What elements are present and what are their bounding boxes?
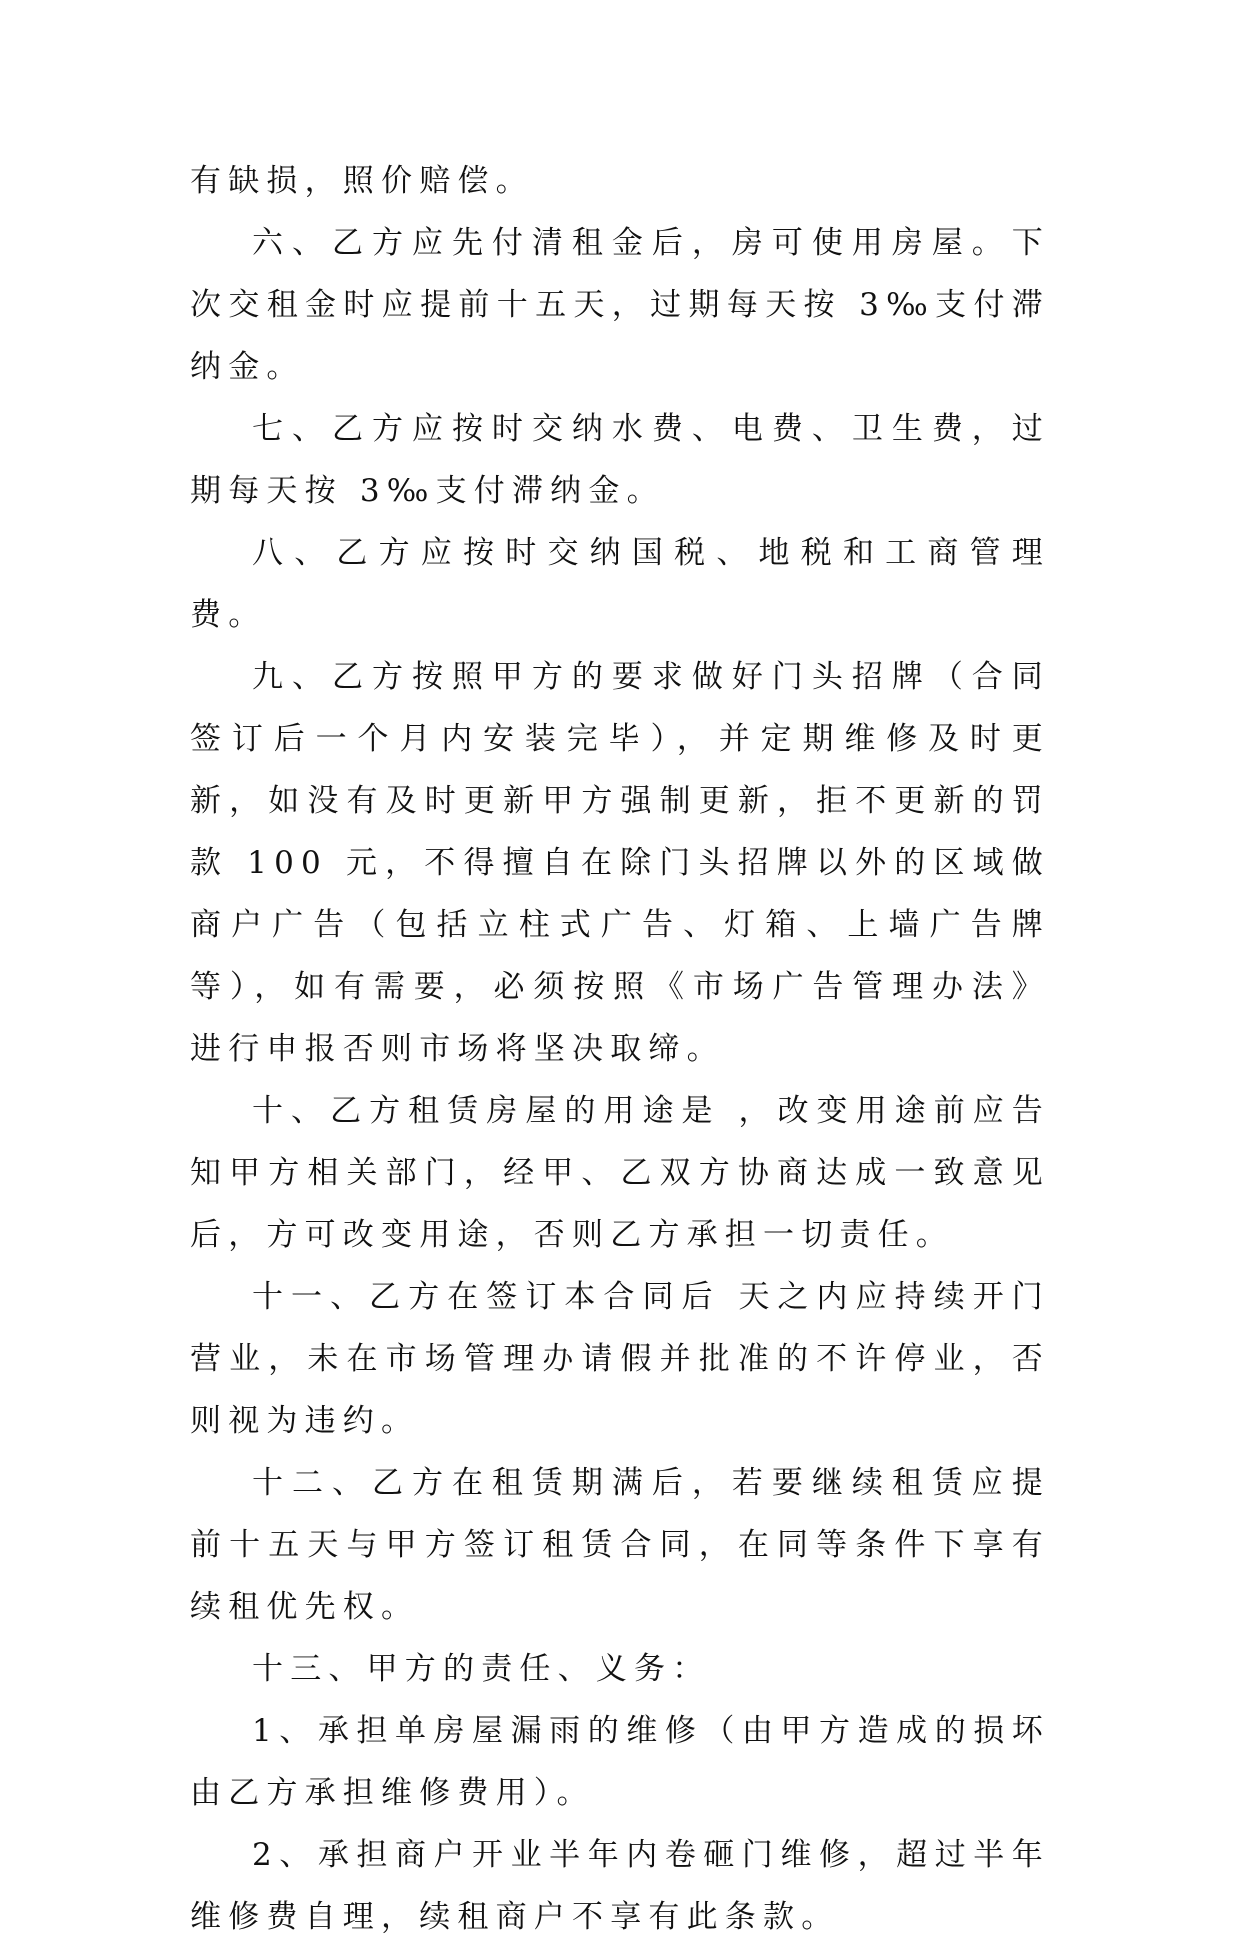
paragraph-clause-11: 十一、乙方在签订本合同后 天之内应持续开门营业，未在市场管理办请假并批准的不许停业，否则视为违约。 xyxy=(190,1279,1050,1439)
paragraph-clause-6: 六、乙方应先付清租金后，房可使用房屋。下次交租金时应提前十五天，过期每天按 3‰支付滞纳金。 xyxy=(190,225,1050,385)
paragraph-clause-10: 十、乙方租赁房屋的用途是 ，改变用途前应告知甲方相关部门，经甲、乙双方协商达成一致意见后，方可改变用途，否则乙方承担一切责任。 xyxy=(190,1093,1050,1253)
paragraph-clause-8: 八、乙方应按时交纳国税、地税和工商管理费。 xyxy=(190,535,1050,633)
paragraph-clause-13-item-1: 1、承担单房屋漏雨的维修（由甲方造成的损坏由乙方承担维修费用）。 xyxy=(190,1713,1050,1811)
document-body xyxy=(190,150,1050,1948)
paragraph-clause-13-heading: 十三、甲方的责任、义务： xyxy=(252,1651,711,1687)
paragraph-clause-13-item-2: 2、承担商户开业半年内卷砸门维修，超过半年维修费自理，续租商户不享有此条款。 xyxy=(190,1837,1050,1935)
paragraph-clause-7: 七、乙方应按时交纳水费、电费、卫生费，过期每天按 3‰支付滞纳金。 xyxy=(190,411,1050,509)
paragraph-clause-9: 九、乙方按照甲方的要求做好门头招牌（合同签订后一个月内安装完毕），并定期维修及时更新，如没有及时更新甲方强制更新，拒不更新的罚款 100 元，不得擅自在除门头招牌以外的区域做商户广告（包括立柱式广告、灯箱、上墙广告牌等），如有需要，必须按照《市场广告管理办法》进行申报否则市场将坚决取缔。 xyxy=(190,659,1050,1067)
paragraph-continuation: 有缺损，照价赔偿。 xyxy=(190,163,534,199)
paragraph-clause-12: 十二、乙方在租赁期满后，若要继续租赁应提前十五天与甲方签订租赁合同，在同等条件下享有续租优先权。 xyxy=(190,1465,1050,1625)
